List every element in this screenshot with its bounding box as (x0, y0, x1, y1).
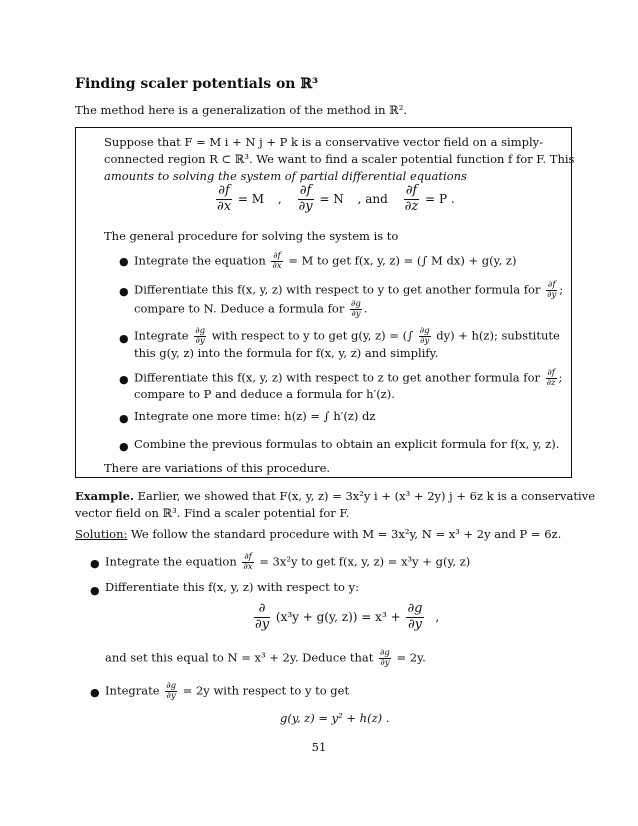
variations-note: There are variations of this procedure. (104, 461, 331, 475)
bullet-marker: ● (90, 584, 100, 597)
example-line-1: Example. Earlier, we showed that F(x, y, z) = 3x²y i + (x³ + 2y) j + 6z k is a conservative (75, 489, 596, 503)
procedure-step-4-line-1: Differentiate this f(x, y, z) with respect to z to get another formula for $\frac{\partial f}{\partial z}$ ; (134, 368, 563, 388)
example-line-2: vector field on ℝ³. Find a scaler potential for F. (75, 506, 350, 520)
procedure-intro: The general procedure for solving the system is to (104, 229, 399, 243)
pde-system: $\frac{\partial f}{\partial x}$ = M , $\frac{\partial f}{\partial y}$ = N , and $\frac{\partial f}{\partial z}$ = P . (217, 183, 455, 214)
bullet-marker: ● (119, 332, 129, 345)
potential-equation: g(y, z) = y² + h(z) . (280, 711, 390, 725)
procedure-step-5: Integrate one more time: h(z) = ∫ h′(z) dz (134, 409, 376, 423)
bullet-marker: ● (119, 285, 129, 298)
procedure-step-3-line-1: Integrate $\frac{\partial g}{\partial y}$ with respect to y to get g(y, z) = (∫ $\frac{\partial g}{\partial y}$ dy) + h(z); substitute (134, 326, 560, 346)
procedure-step-1: Integrate the equation $\frac{\partial f}{\partial x}$ = M to get f(x, y, z) = (∫ M dx) + g(y, z) (134, 251, 517, 271)
derivative-equation: $\frac{\partial}{\partial y}$ (x³y + g(y, z)) = x³ + $\frac{\partial g}{\partial y}$ , (255, 601, 440, 632)
box-text-line-1: Suppose that F = M i + N j + P k is a conservative vector field on a simply- (104, 135, 544, 149)
bullet-marker: ● (119, 255, 129, 268)
box-text-line-2: connected region R ⊂ ℝ³. We want to find a scaler potential function f for F. This (104, 152, 575, 166)
procedure-step-6: Combine the previous formulas to obtain an explicit formula for f(x, y, z). (134, 437, 560, 451)
solution-step-2: Differentiate this f(x, y, z) with respect to y: (105, 580, 359, 594)
bullet-marker: ● (119, 412, 129, 425)
procedure-step-4-line-2: compare to P and deduce a formula for h′(z). (134, 387, 395, 401)
bullet-marker: ● (90, 557, 100, 570)
box-text-line-3: amounts to solving the system of partial differential equations (104, 169, 467, 183)
bullet-marker: ● (119, 440, 129, 453)
bullet-marker: ● (90, 686, 100, 699)
solution-line: Solution: We follow the standard procedure with M = 3x²y, N = x³ + 2y and P = 6z. (75, 527, 562, 541)
solution-step-1: Integrate the equation $\frac{\partial f}{\partial x}$ = 3x²y to get f(x, y, z) = x³y + g(y, z) (105, 552, 471, 572)
procedure-step-2-line-1: Differentiate this f(x, y, z) with respect to y to get another formula for $\frac{\partial f}{\partial y}$ ; (134, 280, 564, 300)
section-title: Finding scaler potentials on ℝ³ (75, 76, 319, 92)
procedure-step-3-line-2: this g(y, z) into the formula for f(x, y, z) and simplify. (134, 346, 439, 360)
procedure-step-2-line-2: compare to N. Deduce a formula for $\frac{\partial g}{\partial y}$ . (134, 299, 368, 319)
page-number: 51 (311, 740, 327, 754)
solution-step-2-conclusion: and set this equal to N = x³ + 2y. Deduce that $\frac{\partial g}{\partial y}$ = 2y. (105, 648, 426, 668)
solution-step-3: Integrate $\frac{\partial g}{\partial y}$ = 2y with respect to y to get (105, 681, 350, 701)
intro-text: The method here is a generalization of the method in ℝ². (75, 103, 407, 117)
bullet-marker: ● (119, 373, 129, 386)
